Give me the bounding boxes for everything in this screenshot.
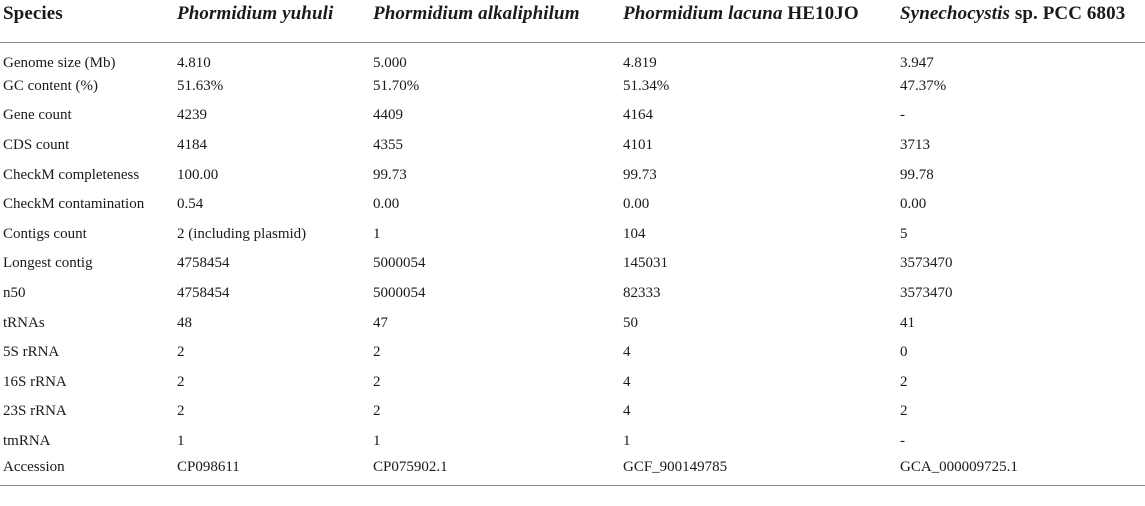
header-phormidium-yuhuli	[177, 0, 373, 42]
synechocystis-value: 3713	[900, 137, 930, 154]
phormidium-lacuna-value: 4	[623, 373, 631, 390]
phormidium-yuhuli-value: 51.63%	[177, 77, 224, 94]
row-label: GC content (%)	[3, 77, 98, 94]
synechocystis-value: GCA_000009725.1	[900, 456, 1145, 486]
header-row	[0, 0, 1145, 42]
table-row	[0, 368, 1145, 398]
header-phormidium-lacuna	[623, 0, 900, 42]
phormidium-yuhuli-value: 4.810	[177, 54, 211, 71]
synechocystis-value: 5	[900, 225, 908, 242]
header-synechocystis-name: Synechocystis	[900, 3, 1011, 24]
phormidium-alkaliphilum-value: 51.70%	[373, 77, 420, 94]
phormidium-lacuna-value: 51.34%	[623, 77, 670, 94]
row-label: CheckM completeness	[3, 166, 140, 183]
phormidium-lacuna-value: 4101	[623, 137, 653, 154]
phormidium-yuhuli-value: CP098611	[177, 456, 373, 486]
row-label: Genome size (Mb)	[3, 54, 116, 71]
row-label: Accession	[0, 456, 177, 486]
phormidium-lacuna-value: 50	[623, 314, 638, 331]
table-row	[0, 427, 1145, 457]
row-label: 23S rRNA	[3, 403, 67, 420]
table-row	[0, 308, 1145, 338]
header-synechocystis-strain: sp. PCC 6803	[1010, 3, 1126, 24]
phormidium-yuhuli-value: 2 (including plasmid)	[177, 225, 307, 242]
row-label: CDS count	[3, 137, 70, 154]
table-row	[0, 220, 1145, 250]
phormidium-alkaliphilum-value: 2	[373, 344, 381, 361]
phormidium-alkaliphilum-value: 5.000	[373, 54, 407, 71]
row-label: CheckM contamination	[3, 196, 145, 213]
synechocystis-value: 2	[900, 373, 908, 390]
phormidium-lacuna-value: 145031	[623, 255, 668, 272]
phormidium-alkaliphilum-value: 5000054	[373, 255, 426, 272]
table-row	[0, 279, 1145, 309]
synechocystis-value: -	[900, 107, 905, 124]
table-header	[0, 0, 1145, 42]
row-label: Gene count	[3, 107, 72, 124]
phormidium-lacuna-value: 104	[623, 225, 646, 242]
synechocystis-value: 99.78	[900, 166, 934, 183]
synechocystis-value: 3573470	[900, 255, 953, 272]
phormidium-yuhuli-value: 1	[177, 433, 185, 450]
phormidium-alkaliphilum-value: 2	[373, 373, 381, 390]
row-label: Contigs count	[3, 225, 87, 242]
phormidium-lacuna-value: 0.00	[623, 196, 650, 213]
synechocystis-value: 47.37%	[900, 77, 947, 94]
header-synechocystis	[900, 0, 1145, 42]
table-row	[0, 72, 1145, 102]
header-phormidium-alkaliphilum	[373, 0, 623, 42]
table-body	[0, 42, 1145, 486]
synechocystis-value: 3573470	[900, 285, 953, 302]
phormidium-yuhuli-value: 0.54	[177, 196, 204, 213]
row-label: 5S rRNA	[3, 344, 60, 361]
row-label: Longest contig	[3, 255, 93, 272]
phormidium-alkaliphilum-value: 4409	[373, 107, 403, 124]
phormidium-lacuna-value: GCF_900149785	[623, 456, 900, 486]
table-row	[0, 456, 1145, 486]
phormidium-lacuna-value: 82333	[623, 285, 661, 302]
phormidium-alkaliphilum-value: 5000054	[373, 285, 426, 302]
phormidium-yuhuli-value: 2	[177, 344, 185, 361]
phormidium-yuhuli-value: 100.00	[177, 166, 219, 183]
phormidium-lacuna-value: 4	[623, 344, 631, 361]
phormidium-alkaliphilum-value: 47	[373, 314, 388, 331]
phormidium-yuhuli-value: 4184	[177, 137, 207, 154]
row-label: 16S rRNA	[3, 373, 67, 390]
phormidium-lacuna-value: 4164	[623, 107, 653, 124]
phormidium-yuhuli-value: 48	[177, 314, 192, 331]
table-row	[0, 338, 1145, 368]
header-phormidium-lacuna-name: Phormidium lacuna	[623, 3, 783, 24]
phormidium-yuhuli-value: 2	[177, 373, 185, 390]
phormidium-alkaliphilum-value: 99.73	[373, 166, 407, 183]
table-row	[0, 190, 1145, 220]
synechocystis-value: 2	[900, 403, 908, 420]
row-label: tRNAs	[3, 314, 45, 331]
row-label: tmRNA	[3, 433, 51, 450]
phormidium-yuhuli-value: 2	[177, 403, 185, 420]
synechocystis-value: -	[900, 433, 905, 450]
phormidium-alkaliphilum-value: 0.00	[373, 196, 400, 213]
table-row	[0, 249, 1145, 279]
header-phormidium-yuhuli-name: Phormidium yuhuli	[177, 3, 334, 24]
table-row	[0, 160, 1145, 190]
phormidium-lacuna-value: 4	[623, 403, 631, 420]
table-row	[0, 42, 1145, 72]
phormidium-yuhuli-value: 4758454	[177, 255, 230, 272]
phormidium-alkaliphilum-value: 1	[373, 433, 381, 450]
phormidium-yuhuli-value: 4758454	[177, 285, 230, 302]
phormidium-alkaliphilum-value: 1	[373, 225, 381, 242]
synechocystis-value: 3.947	[900, 54, 934, 71]
synechocystis-value: 0	[900, 344, 908, 361]
header-phormidium-alkaliphilum-name: Phormidium alkaliphilum	[373, 3, 580, 24]
phormidium-lacuna-value: 4.819	[623, 54, 657, 71]
table-row	[0, 101, 1145, 131]
phormidium-alkaliphilum-value: 2	[373, 403, 381, 420]
phormidium-lacuna-value: 1	[623, 433, 631, 450]
synechocystis-value: 41	[900, 314, 915, 331]
phormidium-alkaliphilum-value: CP075902.1	[373, 456, 623, 486]
table-row	[0, 131, 1145, 161]
phormidium-yuhuli-value: 4239	[177, 107, 207, 124]
header-species: Species	[0, 0, 177, 42]
phormidium-alkaliphilum-value: 4355	[373, 137, 403, 154]
synechocystis-value: 0.00	[900, 196, 927, 213]
header-phormidium-lacuna-strain: HE10JO	[782, 3, 859, 24]
phormidium-lacuna-value: 99.73	[623, 166, 657, 183]
table-row	[0, 397, 1145, 427]
row-label: n50	[3, 285, 26, 302]
